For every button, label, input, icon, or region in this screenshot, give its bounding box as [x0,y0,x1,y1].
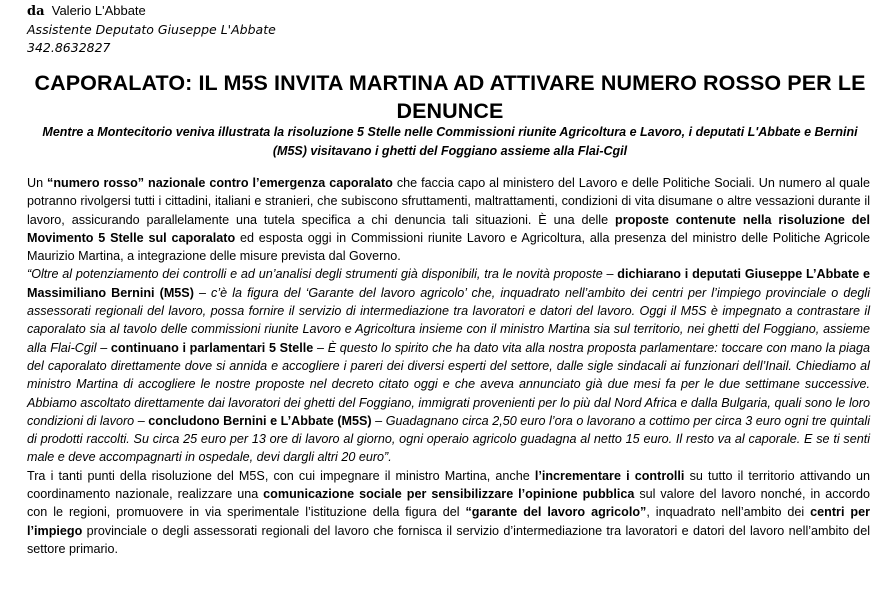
p2-bold-f: concludono Bernini e L’Abbate (M5S) [148,413,372,428]
p1-bold-d: proposte contenute nella risoluzione del Movimento 5 Stelle sul caporalato [27,212,870,245]
p3-bold-h: centri per l’impiego [27,505,870,538]
p3-bold-f: “garante del lavoro agricolo” [465,505,647,520]
sender-name: Valerio L'Abbate [51,3,146,18]
p3-bold-d: comunicazione sociale per sensibilizzare l’opinione pubblica [263,487,635,502]
p3-text-c: su tutto il territorio attivando un coordinamento nazionale, realizzare una [27,468,870,502]
p3-text-a: Tra i tanti punti della risoluzione del M5S, con cui impegnare il ministro Martina, anche [27,468,535,483]
subheadline: Mentre a Montecitorio veniva illustrata la risoluzione 5 Stelle nelle Commissioni riunite Agricoltura e Lavoro, i deputati L'Abbate e Bernini (M5S) visitavano i ghetti del Foggiano assieme alla Flai-Cgil [42,125,858,158]
p2-bold-d: continuano i parlamentari 5 Stelle [110,340,314,355]
sender-role: Assistente Deputato Giuseppe L'Abbate [27,22,276,37]
sender-line [27,2,276,21]
sender-block [27,2,276,57]
p3-text-i: provinciale o degli assessorati regionali del lavoro che fornisca il servizio d’intermediazione tra lavoratori e datori del lavoro nell’ambito del settore primario. [27,523,870,556]
p2-text-a: “Oltre al potenziamento dei controlli e ad un’analisi degli strumenti già disponibili, tra le novità proposte – [27,267,618,282]
p1-text-c: che faccia capo al ministero del Lavoro e delle Politiche Sociali. Un numero al quale potranno rivolgersi tutti i cittadini, italiani e stranieri, che subiscono sfruttamenti, maltrattamenti, condizioni di vita disumane o altre vessazioni durante il lavoro, assicurando parallelamente una tutela specifica a chi denuncia tali situazioni. È una delle [27,176,870,227]
paragraph-1 [27,174,870,265]
p2-text-e: – È questo lo spirito che ha dato vita alla nostra proposta parlamentare: toccare con mano la piaga del caporalato direttamente dove si annida e accogliere i pareri dei diversi esperti del settore, dalle sigle sindacali ai funzionari dell’Inail. Chiediamo al ministro Martina di accogliere le nostre proposte nel decreto citato oggi e che aveva annunciato già due mesi fa per le due settimane successive. Abbiamo ascoltato direttamente dai lavoratori dei ghetti del Foggiano, immigrati provenienti per lo più dal Nord Africa e dalla Bulgaria, quali sono le loro condizioni di lavoro – [27,340,870,428]
article-body [27,174,870,558]
p1-text-a: Un [27,176,48,190]
p3-text-g: , inquadrato nell’ambito dei [646,505,811,520]
p3-text-e: sul valore del lavoro nonché, in accordo con le regioni, promuovere in via sperimentale l’istituzione della figura del [27,487,871,520]
sender-da-label: da [27,4,45,19]
headline: CAPORALATO: IL M5S INVITA MARTINA AD ATTIVARE NUMERO ROSSO PER LE DENUNCE [34,71,866,123]
paragraph-3 [27,467,870,558]
sender-phone: 342.8632827 [27,40,111,55]
p2-bold-b: dichiarano i deputati Giuseppe L’Abbate e Massimiliano Bernini (M5S) [27,267,871,300]
p1-text-e: ed esposta oggi in Commissioni riunite Lavoro e Agricoltura, alla presenza del ministro delle Politiche Agricole Maurizio Martina, a integrazione delle misure prevista dal Governo. [27,230,871,264]
p2-text-c: – c’è la figura del ‘Garante del lavoro agricolo’ che, inquadrato nell’ambito dei centri per l’impiego provinciale o degli assessorati regionali del lavoro, possa fornire il servizio di intermediazione tra lavoratori e datori del lavoro. Oggi il M5S è impegnato a contrastare il caporalato sia al tavolo delle commissioni riunite Lavoro e Agricoltura insieme con il ministro Martina sia sul territorio, nei ghetti del Foggiano, assieme alla Flai-Cgil – [27,285,870,355]
p1-bold-b: “numero rosso” nazionale contro l’emergenza caporalato [47,176,393,190]
p3-bold-b: l’incrementare i controlli [534,468,685,483]
p2-text-g: – Guadagnano circa 2,50 euro l’ora o lavorano a cottimo per circa 3 euro ogni tre quintali di prodotti raccolti. Su circa 25 euro per 13 ore di lavoro al giorno, ogni operaio agricolo guadagna al netto 15 euro. Il resto va al caporale. E se ti senti male e deve accompagnarti in ospedale, devi dargli altri 20 euro”. [27,413,871,465]
paragraph-2-quote [27,265,870,466]
